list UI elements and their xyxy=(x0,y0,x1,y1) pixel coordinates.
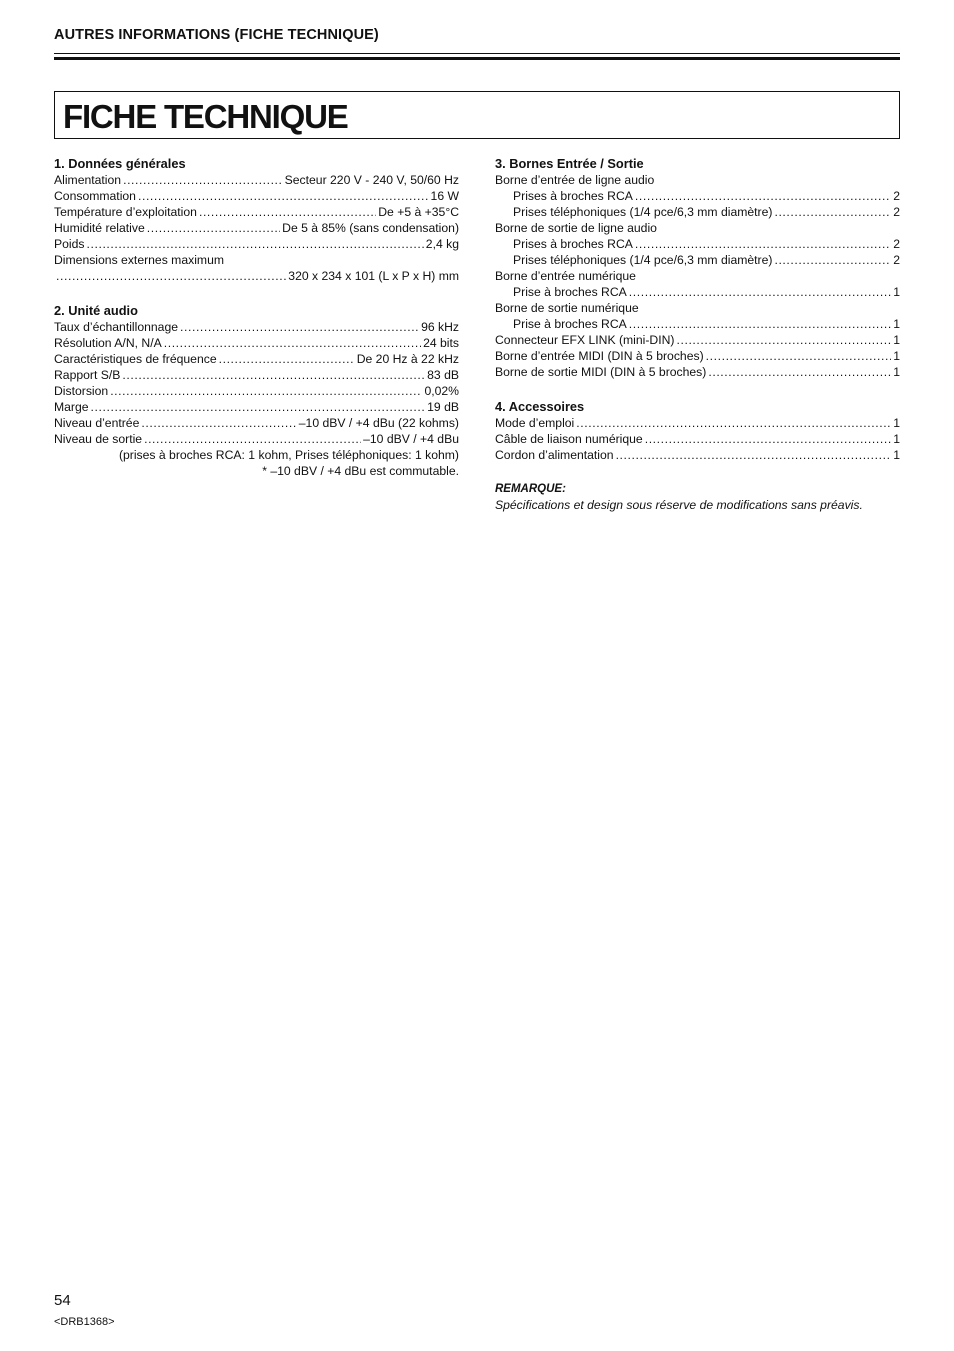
spec-value: 2 xyxy=(893,205,900,219)
spec-label: Câble de liaison numérique xyxy=(495,432,643,446)
spec-row xyxy=(495,431,900,447)
spec-label: Consommation xyxy=(54,189,136,203)
spec-row xyxy=(495,447,900,463)
dimensions-label: Dimensions externes maximum xyxy=(54,253,225,267)
terminal-group-label: Borne d’entrée de ligne audio xyxy=(495,173,655,187)
spec-label: Caractéristiques de fréquence xyxy=(54,352,217,366)
spec-value: 1 xyxy=(893,432,900,446)
spec-row xyxy=(495,204,900,220)
left-column xyxy=(54,155,459,497)
spec-value: 1 xyxy=(893,416,900,430)
spec-row xyxy=(495,415,900,431)
spec-row xyxy=(54,415,459,431)
right-column xyxy=(495,155,900,513)
spec-row xyxy=(54,367,459,383)
spec-label: Résolution A/N, N/A xyxy=(54,336,162,350)
spec-row xyxy=(495,332,900,348)
section-accessories xyxy=(495,398,900,463)
spec-row xyxy=(54,220,459,236)
spec-value: 24 bits xyxy=(423,336,459,350)
spec-value: –10 dBV / +4 dBu xyxy=(363,432,459,446)
spec-row xyxy=(54,172,459,188)
spec-value: De +5 à +35°C xyxy=(378,205,459,219)
spec-value: 1 xyxy=(893,365,900,379)
spec-label: Niveau de sortie xyxy=(54,432,143,446)
spec-row xyxy=(54,236,459,252)
spec-value: Secteur 220 V - 240 V, 50/60 Hz xyxy=(284,173,459,187)
spec-row xyxy=(54,335,459,351)
spec-row xyxy=(54,431,459,447)
spec-value: 19 dB xyxy=(427,400,459,414)
section-audio xyxy=(54,302,459,479)
terminal-group-label: Borne de sortie numérique xyxy=(495,301,639,315)
spec-label: Taux d’échantillonnage xyxy=(54,320,178,334)
spec-row xyxy=(495,284,900,300)
spec-row xyxy=(495,316,900,332)
spec-value: 2,4 kg xyxy=(425,237,459,251)
spec-label: Prise à broches RCA xyxy=(513,285,627,299)
spec-label: Prise à broches RCA xyxy=(513,317,627,331)
spec-label: Mode d’emploi xyxy=(495,416,575,430)
spec-label: Prises à broches RCA xyxy=(513,189,633,203)
spec-value: –10 dBV / +4 dBu (22 kohms) xyxy=(298,416,459,430)
spec-label: Cordon d’alimentation xyxy=(495,448,614,462)
terminal-group-label: Borne d’entrée numérique xyxy=(495,269,636,283)
section-title: 3. Bornes Entrée / Sortie xyxy=(495,156,644,171)
header-rule-thin xyxy=(54,53,900,54)
spec-value: 1 xyxy=(893,349,900,363)
page-title: FICHE TECHNIQUE xyxy=(63,98,348,135)
spec-value: 2 xyxy=(893,253,900,267)
output-note: (prises à broches RCA: 1 kohm, Prises téléphoniques: 1 kohm) xyxy=(118,448,459,462)
spec-value: De 5 à 85% (sans condensation) xyxy=(282,221,459,235)
spec-value: 2 xyxy=(893,189,900,203)
spec-value: De 20 Hz à 22 kHz xyxy=(356,352,459,366)
switchable-note: * –10 dBV / +4 dBu est commutable. xyxy=(262,464,459,478)
spec-row xyxy=(495,364,900,380)
spec-label: Borne d’entrée MIDI (DIN à 5 broches) xyxy=(495,349,704,363)
remark-text: Spécifications et design sous réserve de modifications sans préavis. xyxy=(495,498,863,512)
spec-row xyxy=(495,188,900,204)
section-general xyxy=(54,155,459,284)
spec-label: Marge xyxy=(54,400,89,414)
spec-row xyxy=(54,188,459,204)
spec-value: 0,02% xyxy=(424,384,459,398)
spec-value: 1 xyxy=(893,333,900,347)
section-header: AUTRES INFORMATIONS (FICHE TECHNIQUE) xyxy=(54,27,379,43)
spec-value: 16 W xyxy=(430,189,459,203)
spec-label: Prises à broches RCA xyxy=(513,237,633,251)
spec-row xyxy=(54,351,459,367)
page-number: 54 xyxy=(54,1292,71,1309)
header-rule-thick xyxy=(54,57,900,60)
spec-value: 1 xyxy=(893,285,900,299)
section-title: 1. Données générales xyxy=(54,156,186,171)
spec-value: 1 xyxy=(893,317,900,331)
spec-label: Connecteur EFX LINK (mini-DIN) xyxy=(495,333,675,347)
dimensions-value: 320 x 234 x 101 (L x P x H) mm xyxy=(288,269,459,283)
spec-label: Prises téléphoniques (1/4 pce/6,3 mm diamètre) xyxy=(513,253,773,267)
spec-label: Poids xyxy=(54,237,85,251)
section-title: 2. Unité audio xyxy=(54,303,138,318)
spec-row xyxy=(54,383,459,399)
spec-row xyxy=(54,204,459,220)
spec-row xyxy=(495,236,900,252)
remark-heading: REMARQUE: xyxy=(495,483,566,495)
terminal-group-label: Borne de sortie de ligne audio xyxy=(495,221,657,235)
section-terminals xyxy=(495,155,900,380)
spec-row xyxy=(495,252,900,268)
section-title: 4. Accessoires xyxy=(495,399,585,414)
spec-row xyxy=(495,348,900,364)
spec-row xyxy=(54,319,459,335)
spec-label: Rapport S/B xyxy=(54,368,121,382)
spec-value: 1 xyxy=(893,448,900,462)
spec-label: Distorsion xyxy=(54,384,109,398)
spec-value: 2 xyxy=(893,237,900,251)
spec-label: Borne de sortie MIDI (DIN à 5 broches) xyxy=(495,365,707,379)
spec-row xyxy=(54,399,459,415)
spec-label: Alimentation xyxy=(54,173,122,187)
spec-value: 96 kHz xyxy=(421,320,459,334)
spec-label: Humidité relative xyxy=(54,221,145,235)
title-box xyxy=(54,91,900,139)
document-code: <DRB1368> xyxy=(54,1316,115,1328)
remark xyxy=(495,481,900,513)
spec-label: Prises téléphoniques (1/4 pce/6,3 mm diamètre) xyxy=(513,205,773,219)
spec-label: Niveau d’entrée xyxy=(54,416,140,430)
spec-row xyxy=(54,268,459,284)
spec-label: Température d’exploitation xyxy=(54,205,197,219)
spec-value: 83 dB xyxy=(427,368,459,382)
